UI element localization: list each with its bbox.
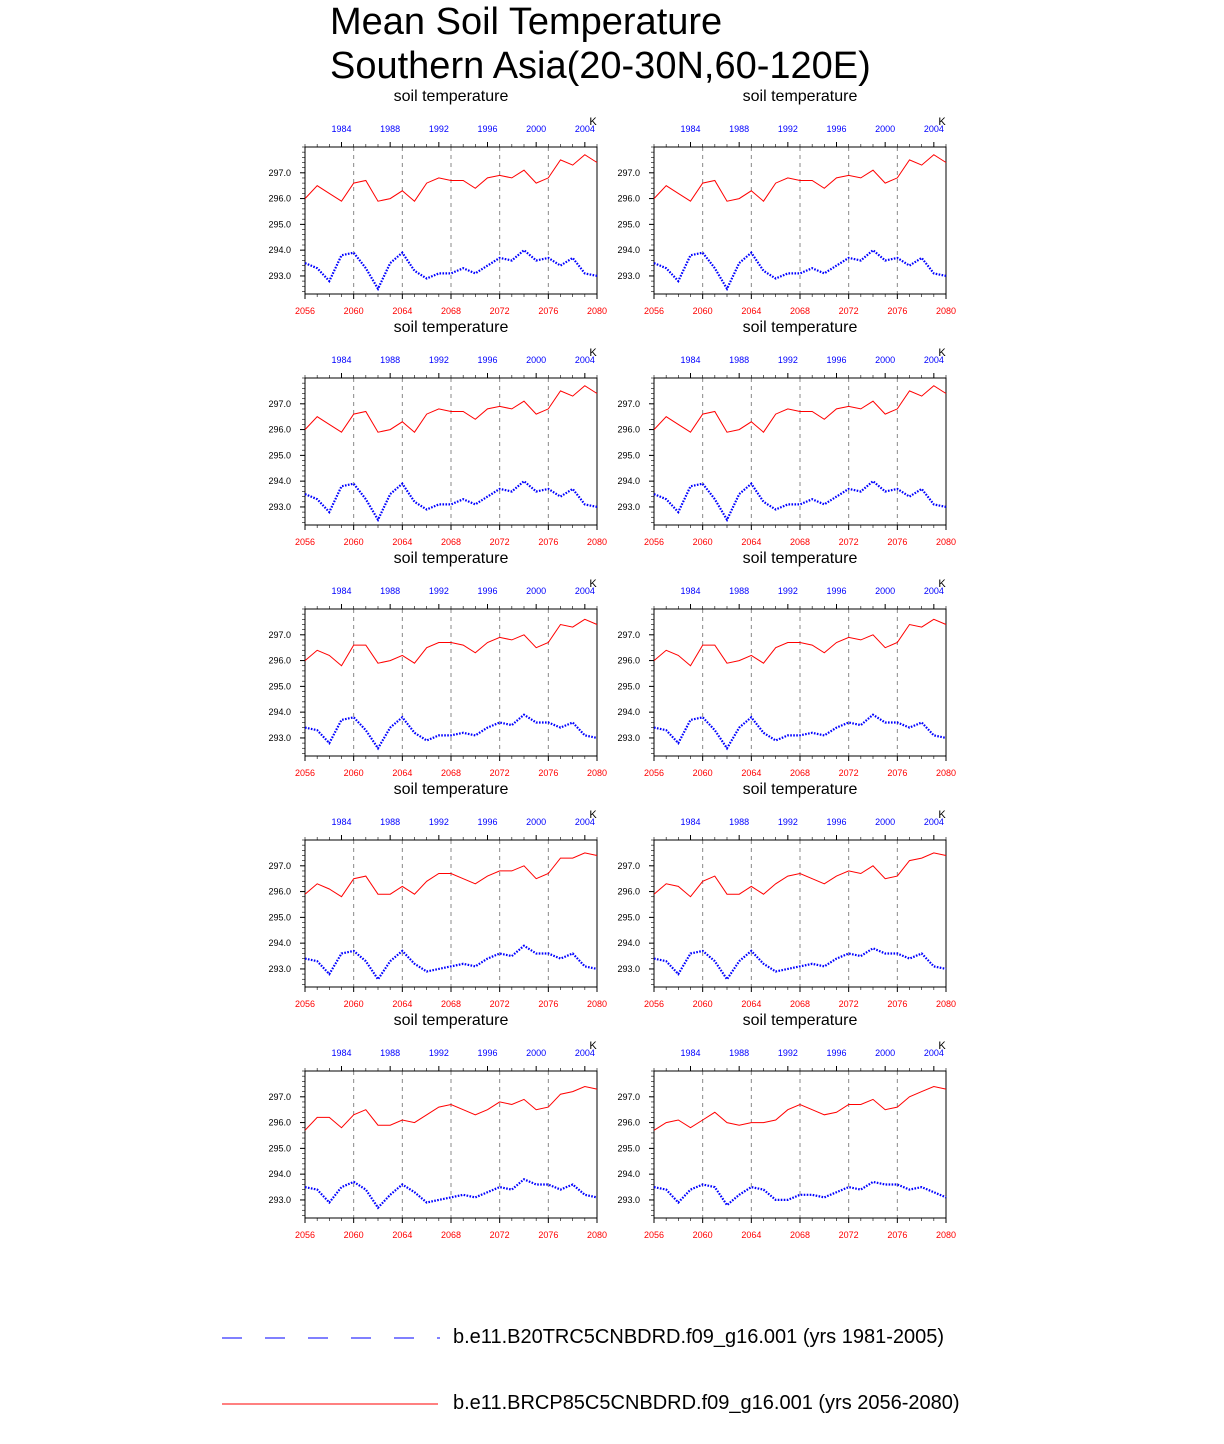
panel-5 (268, 550, 607, 778)
panel-title: soil temperature (393, 1012, 509, 1029)
panel-2 (617, 88, 956, 316)
x-top-tick-label: 1988 (380, 355, 401, 365)
x-bottom-tick-label: 2080 (586, 537, 608, 547)
panel-title: soil temperature (393, 88, 509, 105)
y-tick-label: 294.0 (268, 707, 291, 718)
y-tick-label: 295.0 (617, 1143, 640, 1154)
units-label: K (938, 347, 946, 359)
y-tick-label: 296.0 (617, 424, 640, 435)
x-bottom-tick-label: 2064 (392, 999, 413, 1009)
x-top-tick-label: 2004 (574, 1048, 595, 1058)
x-top-tick-label: 2004 (574, 355, 595, 365)
x-top-tick-label: 1996 (826, 124, 847, 134)
panel-title: soil temperature (742, 88, 858, 105)
x-bottom-tick-label: 2080 (935, 1230, 957, 1240)
x-top-tick-label: 1984 (331, 355, 352, 365)
y-tick-label: 295.0 (268, 450, 291, 461)
x-top-tick-label: 1988 (380, 1048, 401, 1058)
x-top-tick-label: 2004 (923, 817, 944, 827)
x-top-tick-label: 1988 (729, 1048, 750, 1058)
panel-title: soil temperature (393, 319, 509, 336)
x-bottom-tick-label: 2080 (586, 768, 608, 778)
x-bottom-tick-label: 2076 (887, 1230, 908, 1240)
x-bottom-tick-label: 2064 (392, 537, 413, 547)
units-label: K (589, 347, 597, 359)
x-top-tick-label: 1996 (826, 1048, 847, 1058)
x-top-tick-label: 1988 (380, 124, 401, 134)
x-top-tick-label: 1984 (331, 817, 352, 827)
y-tick-label: 297.0 (617, 398, 640, 409)
x-bottom-tick-label: 2068 (789, 768, 811, 778)
x-bottom-tick-label: 2068 (789, 1230, 811, 1240)
x-bottom-tick-label: 2076 (887, 768, 908, 778)
y-tick-label: 296.0 (268, 886, 291, 897)
x-bottom-tick-label: 2080 (586, 306, 608, 316)
panel-8 (617, 781, 956, 1009)
x-top-tick-label: 2000 (526, 586, 547, 596)
panel-title: soil temperature (742, 1012, 858, 1029)
x-top-tick-label: 2004 (923, 1048, 944, 1058)
x-bottom-tick-label: 2068 (440, 1230, 462, 1240)
x-top-tick-label: 1984 (680, 1048, 701, 1058)
x-bottom-tick-label: 2056 (643, 1230, 665, 1240)
y-tick-label: 295.0 (268, 681, 291, 692)
x-top-tick-label: 1992 (428, 586, 449, 596)
series-line-future (305, 155, 597, 202)
x-bottom-tick-label: 2064 (392, 1230, 413, 1240)
y-tick-label: 293.0 (617, 501, 640, 512)
x-bottom-tick-label: 2076 (538, 306, 559, 316)
x-bottom-tick-label: 2072 (489, 999, 510, 1009)
y-tick-label: 294.0 (617, 938, 640, 949)
chart-title-line-2: Southern Asia(20-30N,60-120E) (330, 45, 871, 87)
y-tick-label: 297.0 (268, 1091, 291, 1102)
x-bottom-tick-label: 2068 (789, 537, 811, 547)
y-tick-label: 295.0 (268, 912, 291, 923)
panel-1 (268, 88, 607, 316)
x-top-tick-label: 1992 (777, 1048, 798, 1058)
y-tick-label: 293.0 (268, 1194, 291, 1205)
legend-label-future: b.e11.BRCP85C5CNBDRD.f09_g16.001 (yrs 2056-2080) (453, 1392, 960, 1414)
x-top-tick-label: 2004 (923, 124, 944, 134)
x-top-tick-label: 2000 (526, 355, 547, 365)
x-bottom-tick-label: 2056 (294, 537, 316, 547)
x-bottom-tick-label: 2060 (343, 1230, 364, 1240)
x-bottom-tick-label: 2056 (643, 306, 665, 316)
x-bottom-tick-label: 2072 (838, 999, 859, 1009)
y-tick-label: 296.0 (617, 1117, 640, 1128)
x-bottom-tick-label: 2064 (741, 537, 762, 547)
x-bottom-tick-label: 2072 (838, 1230, 859, 1240)
y-tick-label: 294.0 (617, 476, 640, 487)
y-tick-label: 293.0 (617, 963, 640, 974)
panel-9 (268, 1012, 607, 1240)
x-bottom-tick-label: 2072 (489, 1230, 510, 1240)
x-top-tick-label: 2004 (574, 586, 595, 596)
x-bottom-tick-label: 2068 (440, 306, 462, 316)
y-tick-label: 297.0 (268, 629, 291, 640)
y-tick-label: 297.0 (268, 860, 291, 871)
y-tick-label: 297.0 (617, 629, 640, 640)
x-bottom-tick-label: 2060 (343, 768, 364, 778)
x-bottom-tick-label: 2056 (294, 1230, 316, 1240)
x-bottom-tick-label: 2068 (789, 306, 811, 316)
x-top-tick-label: 1984 (680, 355, 701, 365)
series-line-future (654, 386, 946, 433)
x-top-tick-label: 2000 (526, 817, 547, 827)
x-bottom-tick-label: 2076 (887, 306, 908, 316)
x-top-tick-label: 1988 (380, 586, 401, 596)
panel-3 (268, 319, 607, 547)
x-bottom-tick-label: 2076 (887, 537, 908, 547)
chart-title-line-1: Mean Soil Temperature (330, 1, 723, 43)
y-tick-label: 294.0 (617, 1169, 640, 1180)
y-tick-label: 295.0 (617, 912, 640, 923)
units-label: K (938, 809, 946, 821)
x-top-tick-label: 1996 (477, 586, 498, 596)
x-top-tick-label: 1992 (777, 124, 798, 134)
x-top-tick-label: 2000 (875, 355, 896, 365)
y-tick-label: 295.0 (268, 1143, 291, 1154)
x-bottom-tick-label: 2056 (294, 306, 316, 316)
x-bottom-tick-label: 2060 (692, 999, 713, 1009)
panel-6 (617, 550, 956, 778)
y-tick-label: 293.0 (268, 963, 291, 974)
units-label: K (589, 1040, 597, 1052)
panel-7 (268, 781, 607, 1009)
y-tick-label: 297.0 (617, 1091, 640, 1102)
y-tick-label: 295.0 (268, 219, 291, 230)
legend-swatch-historical (220, 1318, 450, 1358)
y-tick-label: 295.0 (617, 219, 640, 230)
legend-entry-historical (220, 1318, 1020, 1358)
panel-4 (617, 319, 956, 547)
x-bottom-tick-label: 2080 (935, 768, 957, 778)
units-label: K (938, 1040, 946, 1052)
x-bottom-tick-label: 2076 (538, 768, 559, 778)
y-tick-label: 294.0 (617, 245, 640, 256)
y-tick-label: 296.0 (268, 193, 291, 204)
x-top-tick-label: 1992 (777, 355, 798, 365)
x-bottom-tick-label: 2064 (741, 306, 762, 316)
x-top-tick-label: 1984 (680, 817, 701, 827)
y-tick-label: 293.0 (617, 732, 640, 743)
y-tick-label: 294.0 (617, 707, 640, 718)
x-top-tick-label: 1992 (428, 817, 449, 827)
x-top-tick-label: 2004 (574, 124, 595, 134)
x-bottom-tick-label: 2064 (741, 768, 762, 778)
x-bottom-tick-label: 2080 (586, 1230, 608, 1240)
x-top-tick-label: 2000 (526, 124, 547, 134)
series-line-future (305, 386, 597, 433)
y-tick-label: 294.0 (268, 245, 291, 256)
x-bottom-tick-label: 2076 (538, 999, 559, 1009)
x-top-tick-label: 1984 (331, 124, 352, 134)
panel-title: soil temperature (393, 550, 509, 567)
x-bottom-tick-label: 2072 (489, 537, 510, 547)
x-top-tick-label: 1996 (826, 817, 847, 827)
x-bottom-tick-label: 2056 (294, 768, 316, 778)
x-bottom-tick-label: 2080 (935, 999, 957, 1009)
x-top-tick-label: 1988 (729, 355, 750, 365)
panel-title: soil temperature (742, 781, 858, 798)
units-label: K (938, 578, 946, 590)
x-bottom-tick-label: 2068 (440, 999, 462, 1009)
x-bottom-tick-label: 2060 (343, 306, 364, 316)
units-label: K (589, 116, 597, 128)
y-tick-label: 296.0 (268, 1117, 291, 1128)
y-tick-label: 296.0 (617, 886, 640, 897)
y-tick-label: 297.0 (617, 167, 640, 178)
x-top-tick-label: 1992 (428, 1048, 449, 1058)
x-bottom-tick-label: 2064 (741, 999, 762, 1009)
units-label: K (938, 116, 946, 128)
x-bottom-tick-label: 2060 (692, 537, 713, 547)
x-bottom-tick-label: 2072 (838, 306, 859, 316)
x-top-tick-label: 2000 (875, 586, 896, 596)
x-bottom-tick-label: 2068 (440, 537, 462, 547)
x-bottom-tick-label: 2068 (440, 768, 462, 778)
x-top-tick-label: 2004 (923, 355, 944, 365)
x-bottom-tick-label: 2072 (489, 306, 510, 316)
y-tick-label: 293.0 (617, 270, 640, 281)
x-bottom-tick-label: 2060 (343, 999, 364, 1009)
y-tick-label: 295.0 (617, 450, 640, 461)
legend-entry-future (220, 1384, 1020, 1424)
x-bottom-tick-label: 2056 (643, 768, 665, 778)
y-tick-label: 294.0 (268, 938, 291, 949)
x-bottom-tick-label: 2076 (887, 999, 908, 1009)
x-top-tick-label: 2004 (923, 586, 944, 596)
x-bottom-tick-label: 2060 (343, 537, 364, 547)
x-top-tick-label: 1996 (826, 586, 847, 596)
x-top-tick-label: 1992 (777, 586, 798, 596)
x-bottom-tick-label: 2064 (392, 306, 413, 316)
x-top-tick-label: 2000 (875, 817, 896, 827)
y-tick-label: 296.0 (268, 655, 291, 666)
x-bottom-tick-label: 2072 (838, 537, 859, 547)
x-bottom-tick-label: 2080 (586, 999, 608, 1009)
y-tick-label: 297.0 (617, 860, 640, 871)
units-label: K (589, 809, 597, 821)
y-tick-label: 294.0 (268, 476, 291, 487)
x-bottom-tick-label: 2056 (643, 999, 665, 1009)
x-bottom-tick-label: 2056 (294, 999, 316, 1009)
x-top-tick-label: 1996 (477, 817, 498, 827)
y-tick-label: 296.0 (617, 655, 640, 666)
units-label: K (589, 578, 597, 590)
x-top-tick-label: 1996 (477, 1048, 498, 1058)
x-top-tick-label: 2000 (875, 124, 896, 134)
panel-10 (617, 1012, 956, 1240)
x-top-tick-label: 1988 (729, 586, 750, 596)
x-bottom-tick-label: 2072 (489, 768, 510, 778)
y-tick-label: 296.0 (617, 193, 640, 204)
x-bottom-tick-label: 2068 (789, 999, 811, 1009)
y-tick-label: 293.0 (617, 1194, 640, 1205)
x-top-tick-label: 2004 (574, 817, 595, 827)
legend-swatch-future (220, 1384, 450, 1424)
x-top-tick-label: 2000 (526, 1048, 547, 1058)
panel-title: soil temperature (742, 319, 858, 336)
x-top-tick-label: 1992 (428, 355, 449, 365)
y-tick-label: 293.0 (268, 501, 291, 512)
x-top-tick-label: 1984 (331, 586, 352, 596)
y-tick-label: 294.0 (268, 1169, 291, 1180)
series-line-future (654, 155, 946, 202)
x-bottom-tick-label: 2056 (643, 537, 665, 547)
legend-label-historical: b.e11.B20TRC5CNBDRD.f09_g16.001 (yrs 1981-2005) (453, 1326, 945, 1348)
series-line-future (305, 1087, 597, 1131)
x-bottom-tick-label: 2064 (392, 768, 413, 778)
x-top-tick-label: 1996 (826, 355, 847, 365)
x-top-tick-label: 1996 (477, 355, 498, 365)
y-tick-label: 293.0 (268, 270, 291, 281)
x-bottom-tick-label: 2060 (692, 306, 713, 316)
x-bottom-tick-label: 2060 (692, 768, 713, 778)
x-bottom-tick-label: 2076 (538, 537, 559, 547)
x-bottom-tick-label: 2080 (935, 537, 957, 547)
x-top-tick-label: 1988 (729, 124, 750, 134)
y-tick-label: 295.0 (617, 681, 640, 692)
x-bottom-tick-label: 2060 (692, 1230, 713, 1240)
x-top-tick-label: 1988 (380, 817, 401, 827)
x-bottom-tick-label: 2064 (741, 1230, 762, 1240)
x-bottom-tick-label: 2080 (935, 306, 957, 316)
panel-title: soil temperature (393, 781, 509, 798)
x-bottom-tick-label: 2072 (838, 768, 859, 778)
x-top-tick-label: 1996 (477, 124, 498, 134)
y-tick-label: 293.0 (268, 732, 291, 743)
x-top-tick-label: 1992 (428, 124, 449, 134)
x-top-tick-label: 2000 (875, 1048, 896, 1058)
x-top-tick-label: 1984 (331, 1048, 352, 1058)
x-top-tick-label: 1992 (777, 817, 798, 827)
panel-title: soil temperature (742, 550, 858, 567)
x-bottom-tick-label: 2076 (538, 1230, 559, 1240)
y-tick-label: 296.0 (268, 424, 291, 435)
y-tick-label: 297.0 (268, 398, 291, 409)
x-top-tick-label: 1984 (680, 586, 701, 596)
x-top-tick-label: 1988 (729, 817, 750, 827)
y-tick-label: 297.0 (268, 167, 291, 178)
x-top-tick-label: 1984 (680, 124, 701, 134)
series-line-future (654, 1087, 946, 1131)
